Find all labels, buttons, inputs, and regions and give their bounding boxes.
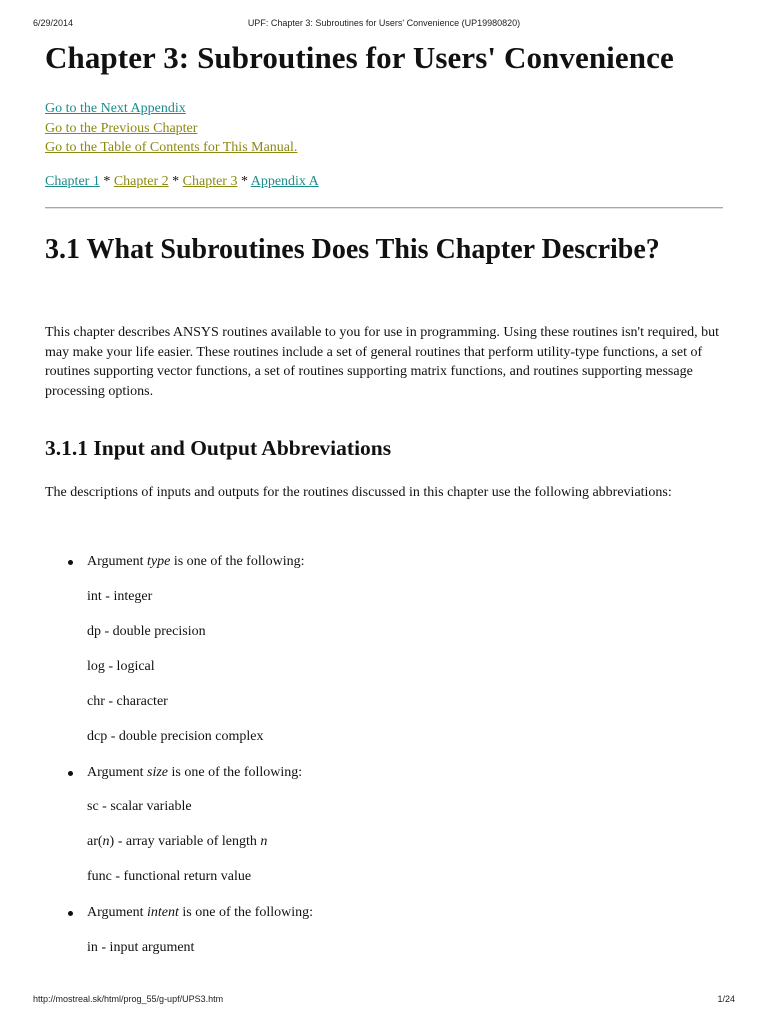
term-type: type (147, 554, 171, 569)
bullet-icon (68, 560, 73, 565)
intent-item-in: in - input argument (87, 940, 195, 955)
print-page-number: 1/24 (717, 994, 735, 1004)
chapter-nav-separator: * (240, 174, 251, 189)
term-size: size (147, 765, 169, 780)
table-of-contents-link[interactable]: Go to the Table of Contents for This Manual. (45, 140, 298, 155)
bullet-icon (68, 771, 73, 776)
chapter-nav-separator: * (103, 174, 114, 189)
print-footer (33, 994, 735, 1006)
print-url: http://mostreal.sk/html/prog_55/g-upf/UPS3.htm (33, 994, 224, 1004)
size-item-sc: sc - scalar variable (87, 799, 192, 814)
type-item-dcp: dcp - double precision complex (87, 729, 264, 744)
bullet-icon (68, 911, 73, 916)
subsection-description: The descriptions of inputs and outputs for the routines discussed in this chapter use the following abbreviations: (45, 485, 672, 500)
horizontal-divider (45, 207, 723, 209)
list-item-intent: Argument intent is one of the following: (87, 905, 314, 920)
section-intro-paragraph: This chapter describes ANSYS routines available to you for use in programming. Using these routines isn't required, but may make your life easier. These routines include a set of general routines that perform utility-type functions, a set of routines supporting vector functions, a set of routines supporting matrix functions, and routines supporting message processing options. (45, 325, 720, 399)
print-page-title: UPF: Chapter 3: Subroutines for Users' Convenience (UP19980820) (247, 18, 521, 28)
subsection-title: 3.1.1 Input and Output Abbreviations (45, 436, 392, 460)
type-item-int: int - integer (87, 589, 153, 604)
chapter-3-link[interactable]: Chapter 3 (182, 174, 238, 189)
list-item-size: Argument size is one of the following: (87, 765, 303, 780)
chapter-2-link[interactable]: Chapter 2 (113, 174, 169, 189)
section-title: 3.1 What Subroutines Does This Chapter Describe? (45, 234, 660, 265)
appendix-a-link[interactable]: Appendix A (250, 174, 319, 189)
chapter-navigation (45, 174, 319, 190)
list-item-type: Argument type is one of the following: (87, 554, 305, 569)
chapter-1-link[interactable]: Chapter 1 (45, 174, 100, 189)
size-item-ar: ar(n) - array variable of length n (87, 834, 268, 849)
previous-chapter-link[interactable]: Go to the Previous Chapter (45, 120, 198, 136)
type-item-dp: dp - double precision (87, 624, 206, 639)
type-item-chr: chr - character (87, 694, 168, 709)
next-appendix-link[interactable]: Go to the Next Appendix (45, 101, 186, 116)
chapter-nav-separator: * (172, 174, 183, 189)
size-item-func: func - functional return value (87, 869, 252, 884)
print-header (33, 18, 735, 30)
type-item-log: log - logical (87, 659, 155, 674)
print-date: 6/29/2014 (33, 18, 74, 28)
term-intent: intent (147, 905, 179, 920)
navigation-links (45, 99, 297, 158)
page-title: Chapter 3: Subroutines for Users' Convenience (45, 40, 674, 75)
